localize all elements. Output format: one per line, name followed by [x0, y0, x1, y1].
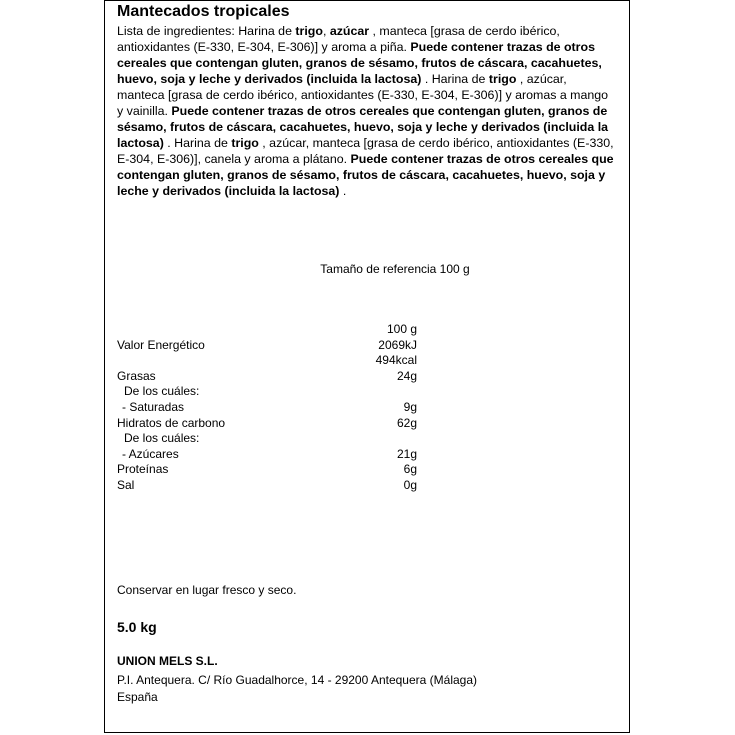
ingredient-text: , azúcar, manteca [grasa de cerdo ibérico, antioxidantes (E-330, E-304, E-306)], canela y aroma a plátano. [117, 136, 614, 166]
nutrition-row [117, 416, 417, 432]
manufacturer-address: P.I. Antequera. C/ Río Guadalhorce, 14 - 29200 Antequera (Málaga) [117, 673, 478, 687]
ingredient-allergen-text: Puede contener trazas de otros cereales que contengan gluten, granos de sésamo, frutos de cáscara, cacahuetes, huevo, soja y leche y derivados (incluida la lactosa) [117, 40, 602, 86]
nutrient-name: Valor Energético [117, 337, 205, 352]
product-title: Mantecados tropicales [117, 3, 290, 20]
nutrient-value: 6g [403, 462, 417, 477]
nutrition-row [117, 384, 417, 400]
nutrition-row [117, 431, 417, 447]
nutrient-value: 62g [396, 415, 417, 430]
manufacturer-country: España [117, 690, 158, 704]
nutrient-name: Grasas [117, 368, 156, 383]
ingredient-text: . Harina de [163, 136, 232, 150]
nutrient-name: - Azúcares [122, 446, 179, 461]
nutrient-value: 9g [403, 399, 417, 414]
ingredient-text: . [339, 184, 347, 198]
manufacturer-name: UNION MELS S.L. [117, 654, 218, 668]
ingredient-allergen-text: trigo [295, 24, 323, 38]
nutrient-value: 494kcal [375, 353, 417, 368]
nutrition-row [117, 400, 417, 416]
ingredient-text: Lista de ingredientes: Harina de [117, 24, 296, 38]
nutrient-name: - Saturadas [122, 399, 185, 414]
nutrition-row [117, 353, 417, 369]
nutrient-value: 2069kJ [378, 337, 417, 352]
nutrition-table [117, 322, 417, 494]
ingredient-text: , manteca [grasa de cerdo ibérico, antioxidantes (E-330, E-304, E-306)] y aroma a piña. [117, 24, 560, 54]
ingredient-text: . Harina de [421, 72, 489, 86]
ingredients-list [117, 23, 617, 199]
nutrient-name: De los cuáles: [124, 384, 200, 399]
storage-instructions: Conservar en lugar fresco y seco. [117, 583, 297, 597]
nutrition-row [117, 322, 417, 338]
ingredient-text: , azúcar, manteca [grasa de cerdo ibérico, antioxidantes (E-330, E-304, E-306)] y aromas a mango y vainilla. [117, 72, 609, 118]
nutrition-row [117, 369, 417, 385]
nutrition-row [117, 447, 417, 463]
ingredient-allergen-text: azúcar [329, 24, 370, 38]
nutrient-name: Sal [117, 477, 135, 492]
ingredient-allergen-text: Puede contener trazas de otros cereales que contengan gluten, granos de sésamo, frutos de cáscara, cacahuetes, huevo, soja y leche y derivados (incluida la lactosa) [117, 152, 614, 198]
reference-size: Tamaño de referencia 100 g [320, 262, 470, 276]
nutrition-row [117, 338, 417, 354]
nutrient-name: Hidratos de carbono [117, 415, 226, 430]
ingredient-allergen-text: trigo [231, 136, 259, 150]
nutrient-name: De los cuáles: [124, 431, 200, 446]
ingredient-allergen-text: Puede contener trazas de otros cereales que contengan gluten, granos de sésamo, frutos de cáscara, cacahuetes, huevo, soja y leche y derivados (incluida la lactosa) [117, 104, 609, 150]
nutrition-row [117, 478, 417, 494]
nutrient-value: 24g [396, 368, 417, 383]
nutrient-name: Proteínas [117, 462, 169, 477]
nutrition-row [117, 462, 417, 478]
nutrient-value: 21g [396, 446, 417, 461]
net-weight: 5.0 kg [117, 619, 157, 635]
nutrient-value: 100 g [386, 322, 417, 336]
nutrient-value: 0g [403, 477, 417, 492]
ingredient-allergen-text: trigo [488, 72, 517, 86]
ingredient-text: , [322, 24, 330, 38]
